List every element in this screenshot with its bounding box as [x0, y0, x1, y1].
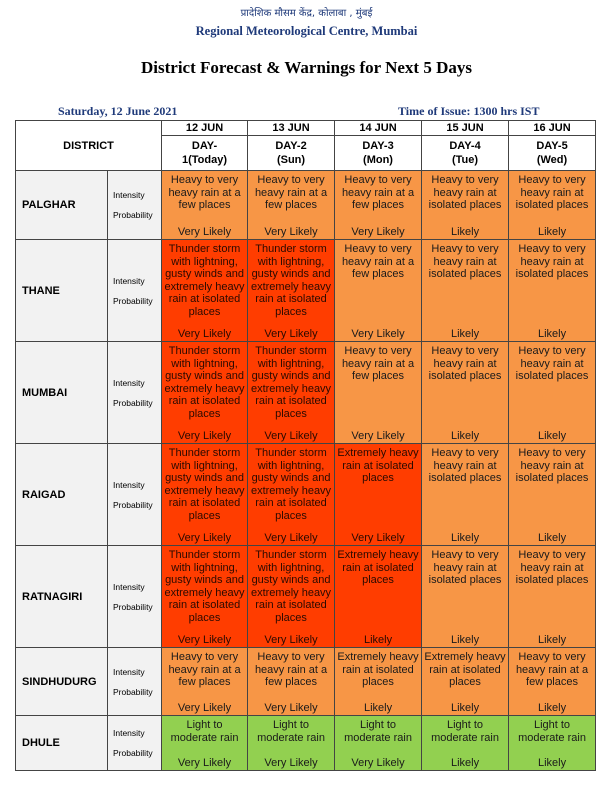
probability-text: Likely [537, 327, 567, 340]
probability-text: Likely [450, 701, 480, 714]
district-row [16, 171, 596, 240]
day-label: DAY-2 [275, 140, 307, 152]
intensity-text: Extremely heavy rain at isolated places [337, 549, 419, 586]
probability-text: Likely [450, 327, 480, 340]
probability-label: Probability [113, 397, 153, 408]
probability-text: Very Likely [177, 429, 232, 442]
intensity-text: Heavy to very heavy rain at isolated places [515, 447, 589, 484]
intensity-text: Heavy to very heavy rain at isolated places [515, 243, 589, 280]
day-header [422, 136, 509, 171]
forecast-cell [248, 716, 335, 771]
forecast-cell [162, 171, 248, 240]
day-header [162, 136, 248, 171]
intensity-text: Heavy to very heavy rain at a few places [515, 651, 589, 688]
date-header-row [16, 121, 596, 136]
probability-text: Very Likely [264, 429, 318, 442]
intensity-text: Heavy to very heavy rain at isolated places [428, 447, 502, 484]
forecast-cell [248, 546, 335, 648]
intensity-text: Heavy to very heavy rain at isolated places [428, 243, 502, 280]
probability-label: Probability [113, 295, 153, 306]
forecast-cell [248, 444, 335, 546]
forecast-cell [509, 546, 596, 648]
forecast-cell [509, 444, 596, 546]
forecast-cell [509, 342, 596, 444]
district-name: MUMBAI [16, 342, 108, 444]
probability-text: Likely [537, 701, 567, 714]
forecast-cell [248, 648, 335, 716]
issue-date: Saturday, 12 June 2021 [58, 104, 178, 118]
forecast-cell [422, 444, 509, 546]
row-labels [108, 342, 162, 444]
forecast-cell [422, 342, 509, 444]
day-name: (Sun) [276, 154, 306, 166]
intensity-text: Light to moderate rain [344, 719, 412, 744]
probability-text: Very Likely [264, 633, 318, 646]
intensity-text: Heavy to very heavy rain at a few places [341, 243, 415, 280]
forecast-cell [335, 546, 422, 648]
row-labels [108, 546, 162, 648]
intensity-label: Intensity [113, 666, 145, 677]
probability-text: Very Likely [351, 225, 405, 238]
row-labels [108, 240, 162, 342]
intensity-text: Heavy to very heavy rain at a few places [341, 345, 415, 382]
forecast-cell [422, 716, 509, 771]
probability-text: Likely [537, 531, 567, 544]
intensity-text: Heavy to very heavy rain at isolated places [515, 174, 589, 211]
day-header [248, 136, 335, 171]
intensity-text: Heavy to very heavy rain at a few places [168, 651, 241, 688]
probability-text: Likely [537, 756, 567, 769]
probability-text: Likely [537, 429, 567, 442]
probability-text: Very Likely [264, 531, 318, 544]
intensity-text: Heavy to very heavy rain at a few places [341, 174, 415, 211]
forecast-cell [509, 240, 596, 342]
date-header: 12 JUN [162, 121, 248, 136]
intensity-text: Light to moderate rain [518, 719, 586, 744]
day-name: 1(Today) [182, 154, 228, 166]
forecast-cell [335, 240, 422, 342]
probability-text: Very Likely [177, 225, 232, 238]
date-header: 14 JUN [335, 121, 422, 136]
forecast-cell [335, 648, 422, 716]
intensity-label: Intensity [113, 377, 145, 388]
probability-text: Likely [537, 225, 567, 238]
intensity-text: Thunder storm with lightning, gusty winds and extremely heavy rain at isolated places [250, 345, 332, 420]
forecast-cell [422, 171, 509, 240]
issue-time: Time of Issue: 1300 hrs IST [398, 104, 540, 118]
forecast-cell [335, 342, 422, 444]
probability-label: Probability [113, 686, 153, 697]
day-name: (Wed) [536, 154, 568, 166]
intensity-text: Thunder storm with lightning, gusty winds and extremely heavy rain at isolated places [250, 447, 332, 522]
probability-text: Likely [450, 756, 480, 769]
intensity-text: Heavy to very heavy rain at isolated places [515, 345, 589, 382]
intensity-text: Light to moderate rain [170, 719, 239, 744]
intensity-text: Thunder storm with lightning, gusty winds and extremely heavy rain at isolated places [164, 447, 245, 522]
probability-text: Very Likely [264, 327, 318, 340]
district-column-header: DISTRICT [16, 121, 162, 171]
district-name: RATNAGIRI [16, 546, 108, 648]
forecast-cell [162, 240, 248, 342]
date-header: 16 JUN [509, 121, 596, 136]
intensity-label: Intensity [113, 728, 145, 738]
probability-text: Very Likely [177, 701, 232, 714]
probability-text: Likely [450, 225, 480, 238]
probability-text: Likely [537, 633, 567, 646]
intensity-label: Intensity [113, 581, 145, 592]
row-labels [108, 716, 162, 771]
probability-text: Very Likely [177, 531, 232, 544]
intensity-text: Thunder storm with lightning, gusty winds and extremely heavy rain at isolated places [164, 243, 245, 318]
forecast-cell [335, 716, 422, 771]
district-name: SINDHUDURG [16, 648, 108, 716]
probability-text: Very Likely [351, 756, 405, 769]
forecast-cell [162, 716, 248, 771]
centre-name-hindi: प्रादेशिक मौसम केंद्र, कोलाबा , मुंबई [240, 8, 373, 19]
intensity-text: Thunder storm with lightning, gusty winds and extremely heavy rain at isolated places [164, 345, 245, 420]
forecast-cell [248, 342, 335, 444]
district-row [16, 546, 596, 648]
row-labels [108, 171, 162, 240]
day-header [335, 136, 422, 171]
intensity-text: Heavy to very heavy rain at isolated places [515, 549, 589, 586]
district-name: THANE [16, 240, 108, 342]
forecast-cell [335, 171, 422, 240]
row-labels [108, 444, 162, 546]
day-name: (Tue) [451, 154, 479, 166]
probability-text: Likely [363, 701, 393, 714]
day-label: DAY-5 [536, 140, 568, 152]
date-header: 13 JUN [248, 121, 335, 136]
probability-label: Probability [113, 499, 153, 510]
district-name: DHULE [16, 716, 108, 771]
forecast-cell [162, 648, 248, 716]
probability-text: Very Likely [264, 756, 318, 769]
forecast-cell [509, 648, 596, 716]
district-row [16, 648, 596, 716]
forecast-cell [248, 171, 335, 240]
page-title: District Forecast & Warnings for Next 5 Days [141, 58, 472, 77]
day-label: DAY-4 [449, 140, 481, 152]
intensity-text: Extremely heavy rain at isolated places [424, 651, 506, 688]
intensity-label: Intensity [113, 479, 145, 490]
probability-text: Very Likely [177, 327, 232, 340]
intensity-text: Heavy to very heavy rain at a few places [168, 174, 241, 211]
probability-label: Probability [113, 210, 153, 220]
district-row [16, 444, 596, 546]
date-header: 15 JUN [422, 121, 509, 136]
probability-text: Likely [450, 429, 480, 442]
intensity-text: Thunder storm with lightning, gusty winds and extremely heavy rain at isolated places [164, 549, 245, 624]
intensity-text: Thunder storm with lightning, gusty winds and extremely heavy rain at isolated places [250, 549, 332, 624]
district-name: PALGHAR [16, 171, 108, 240]
district-row [16, 240, 596, 342]
probability-text: Very Likely [264, 701, 318, 714]
probability-text: Very Likely [177, 633, 232, 646]
probability-text: Likely [363, 633, 393, 646]
forecast-cell [422, 648, 509, 716]
day-name: (Mon) [363, 154, 393, 166]
row-labels [108, 648, 162, 716]
forecast-cell [422, 240, 509, 342]
probability-text: Likely [450, 633, 480, 646]
intensity-text: Extremely heavy rain at isolated places [337, 651, 419, 688]
district-name: RAIGAD [16, 444, 108, 546]
probability-text: Very Likely [264, 225, 318, 238]
day-label: DAY- [191, 140, 218, 152]
forecast-cell [422, 546, 509, 648]
forecast-cell [162, 342, 248, 444]
probability-text: Very Likely [177, 756, 232, 769]
intensity-text: Light to moderate rain [431, 719, 499, 744]
forecast-cell [509, 716, 596, 771]
intensity-label: Intensity [113, 275, 145, 286]
district-row [16, 716, 596, 771]
district-row [16, 342, 596, 444]
forecast-cell [248, 240, 335, 342]
probability-text: Likely [450, 531, 480, 544]
centre-name: Regional Meteorological Centre, Mumbai [195, 24, 418, 38]
intensity-text: Heavy to very heavy rain at a few places [254, 174, 328, 211]
probability-text: Very Likely [351, 327, 405, 340]
day-header [509, 136, 596, 171]
intensity-text: Heavy to very heavy rain at a few places [254, 651, 328, 688]
day-label: DAY-3 [362, 140, 394, 152]
intensity-text: Light to moderate rain [257, 719, 325, 744]
intensity-text: Heavy to very heavy rain at isolated places [428, 174, 502, 211]
intensity-text: Heavy to very heavy rain at isolated places [428, 549, 502, 586]
forecast-table [15, 120, 596, 771]
intensity-text: Extremely heavy rain at isolated places [337, 447, 419, 484]
probability-label: Probability [113, 601, 153, 612]
forecast-cell [335, 444, 422, 546]
probability-text: Very Likely [351, 429, 405, 442]
probability-label: Probability [113, 748, 153, 758]
intensity-text: Heavy to very heavy rain at isolated places [428, 345, 502, 382]
intensity-label: Intensity [113, 190, 145, 200]
intensity-text: Thunder storm with lightning, gusty winds and extremely heavy rain at isolated places [250, 243, 332, 318]
probability-text: Very Likely [351, 531, 405, 544]
forecast-cell [162, 444, 248, 546]
forecast-cell [509, 171, 596, 240]
forecast-cell [162, 546, 248, 648]
